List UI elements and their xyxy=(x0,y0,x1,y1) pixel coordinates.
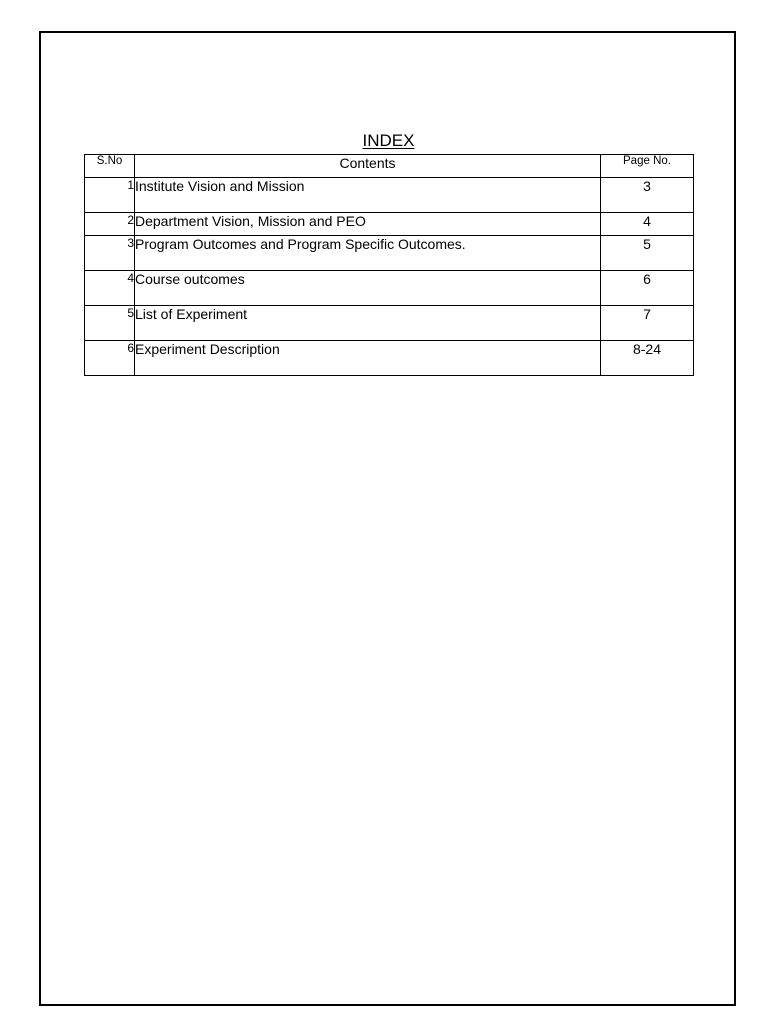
header-sno: S.No xyxy=(85,155,135,178)
row-contents: List of Experiment xyxy=(135,306,601,341)
index-table xyxy=(84,154,694,376)
row-contents: Program Outcomes and Program Specific Outcomes. xyxy=(135,236,601,271)
row-page: 8-24 xyxy=(601,341,694,376)
row-sno: 3 xyxy=(85,236,135,271)
row-sno: 6 xyxy=(85,341,135,376)
header-contents: Contents xyxy=(135,155,601,178)
row-page: 6 xyxy=(601,271,694,306)
row-page: 5 xyxy=(601,236,694,271)
table-row xyxy=(85,271,694,306)
header-page-no: Page No. xyxy=(601,155,694,178)
row-sno: 5 xyxy=(85,306,135,341)
table-row xyxy=(85,213,694,236)
row-page: 3 xyxy=(601,178,694,213)
row-contents: Course outcomes xyxy=(135,271,601,306)
table-row xyxy=(85,341,694,376)
row-sno: 4 xyxy=(85,271,135,306)
index-title: INDEX xyxy=(362,131,415,150)
row-contents: Institute Vision and Mission xyxy=(135,178,601,213)
row-sno: 2 xyxy=(85,213,135,236)
row-sno: 1 xyxy=(85,178,135,213)
table-row xyxy=(85,236,694,271)
row-contents: Experiment Description xyxy=(135,341,601,376)
table-row xyxy=(85,306,694,341)
table-header-row xyxy=(85,155,694,178)
row-contents: Department Vision, Mission and PEO xyxy=(135,213,601,236)
row-page: 4 xyxy=(601,213,694,236)
table-row xyxy=(85,178,694,213)
row-page: 7 xyxy=(601,306,694,341)
